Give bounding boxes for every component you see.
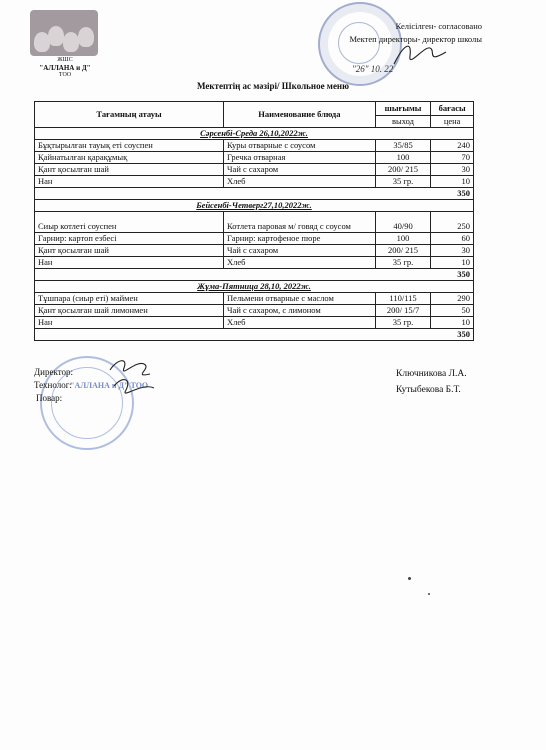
- logo-image: [30, 10, 98, 56]
- dish-name-kz: Сиыр котлеті соуспен: [35, 212, 224, 233]
- total-row: [35, 269, 474, 281]
- dish-yield: 200/ 15/7: [375, 305, 431, 317]
- director-signature-bottom: [106, 356, 166, 402]
- cook-label: Повар:: [36, 393, 63, 403]
- dish-name-ru: Гарнир: картофеное пюре: [224, 233, 376, 245]
- dish-price: 250: [431, 212, 474, 233]
- dish-yield: 35 гр.: [375, 257, 431, 269]
- signature-labels: [34, 366, 73, 405]
- header-yield-kz: шығымы: [375, 102, 431, 116]
- dish-price: 290: [431, 293, 474, 305]
- header-yield-ru: выход: [375, 116, 431, 128]
- dish-name-kz: Тұшпара (сиыр еті) маймен: [35, 293, 224, 305]
- company-logo: [28, 10, 104, 80]
- header-name-kz: Тағамның атауы: [35, 102, 224, 128]
- approval-line1: Келісілген- согласовано: [395, 21, 482, 31]
- dish-name-ru: Хлеб: [224, 317, 376, 329]
- director-label: Директор:: [34, 367, 74, 377]
- speck: [408, 577, 411, 580]
- dish-price: 10: [431, 257, 474, 269]
- dish-name-ru: Куры отварные с соусом: [224, 140, 376, 152]
- logo-line1: ЖШС: [57, 57, 73, 63]
- director-name: Ключникова Л.А.: [396, 369, 467, 379]
- dish-price: 30: [431, 164, 474, 176]
- logo-line3: ТОО: [58, 72, 72, 78]
- dish-name-ru: Чай с сахаром: [224, 245, 376, 257]
- section-total: 350: [35, 188, 474, 200]
- dish-name-ru: Чай с сахаром: [224, 164, 376, 176]
- technologist-name: Кутыбекова Б.Т.: [396, 385, 461, 395]
- dish-price: 60: [431, 233, 474, 245]
- signature-names: [396, 366, 467, 398]
- dish-price: 240: [431, 140, 474, 152]
- table-row: [35, 293, 474, 305]
- table-row: [35, 257, 474, 269]
- dish-name-ru: Гречка отварная: [224, 152, 376, 164]
- table-row: [35, 164, 474, 176]
- header-price-kz: бағасы: [431, 102, 474, 116]
- dish-name-kz: Қант қосылған шай: [35, 164, 224, 176]
- dish-yield: 40/90: [375, 212, 431, 233]
- dish-name-ru: Котлета паровая м/ говяд с соусом: [224, 212, 376, 233]
- technologist-label: Технолог:: [34, 380, 72, 390]
- total-row: [35, 188, 474, 200]
- section-row: [35, 128, 474, 140]
- table-row: [35, 305, 474, 317]
- approval-line2: Мектеп директоры- директор школы: [349, 34, 482, 44]
- dish-yield: 200/ 215: [375, 164, 431, 176]
- dish-yield: 35 гр.: [375, 176, 431, 188]
- dish-name-kz: Бұқтырылған тауық еті соуспен: [35, 140, 224, 152]
- stamp-text: "АЛЛАНА и Д" ТОО: [70, 381, 149, 390]
- section-row: [35, 200, 474, 212]
- section-row: [35, 281, 474, 293]
- section-title: Жұма-Пятница 28,10, 2022ж.: [35, 281, 474, 293]
- dish-price: 30: [431, 245, 474, 257]
- dish-name-kz: Қайнатылған қарақұмық: [35, 152, 224, 164]
- header-name-ru: Наименование блюда: [224, 102, 376, 128]
- total-row: [35, 329, 474, 341]
- dish-yield: 200/ 215: [375, 245, 431, 257]
- table-row: [35, 176, 474, 188]
- dish-yield: 100: [375, 233, 431, 245]
- dish-price: 50: [431, 305, 474, 317]
- dish-name-kz: Нан: [35, 176, 224, 188]
- dish-name-kz: Қант қосылған шай лимонмен: [35, 305, 224, 317]
- dish-name-kz: Нан: [35, 257, 224, 269]
- dish-name-kz: Нан: [35, 317, 224, 329]
- dish-name-kz: Гарнир: картоп езбесі: [35, 233, 224, 245]
- dish-name-ru: Хлеб: [224, 257, 376, 269]
- dish-yield: 100: [375, 152, 431, 164]
- menu-table: [34, 101, 474, 341]
- approval-date: "26" 10. 22: [352, 64, 394, 74]
- table-row: [35, 245, 474, 257]
- section-total: 350: [35, 269, 474, 281]
- page-title: Мектептің ас мәзірі/ Школьное меню: [196, 81, 349, 91]
- dish-yield: 35/85: [375, 140, 431, 152]
- director-signature-top: [390, 38, 450, 72]
- section-title: Бейсенбі-Четверг27,10,2022ж.: [35, 200, 474, 212]
- dish-name-kz: Қант қосылған шай: [35, 245, 224, 257]
- dish-price: 10: [431, 176, 474, 188]
- speck: [428, 593, 430, 595]
- section-total: 350: [35, 329, 474, 341]
- header-price-ru: цена: [431, 116, 474, 128]
- dish-name-ru: Пельмени отварные с маслом: [224, 293, 376, 305]
- table-header-row: [35, 102, 474, 116]
- table-row: [35, 233, 474, 245]
- dish-name-ru: Чай с сахаром, с лимоном: [224, 305, 376, 317]
- dish-price: 10: [431, 317, 474, 329]
- section-title: Сәрсенбі-Среда 26,10,2022ж.: [35, 128, 474, 140]
- dish-name-ru: Хлеб: [224, 176, 376, 188]
- table-row: [35, 152, 474, 164]
- dish-yield: 110/115: [375, 293, 431, 305]
- logo-line2: "АЛЛАНА и Д": [39, 64, 91, 72]
- dish-yield: 35 гр.: [375, 317, 431, 329]
- table-row: [35, 212, 474, 233]
- table-row: [35, 140, 474, 152]
- dish-price: 70: [431, 152, 474, 164]
- table-row: [35, 317, 474, 329]
